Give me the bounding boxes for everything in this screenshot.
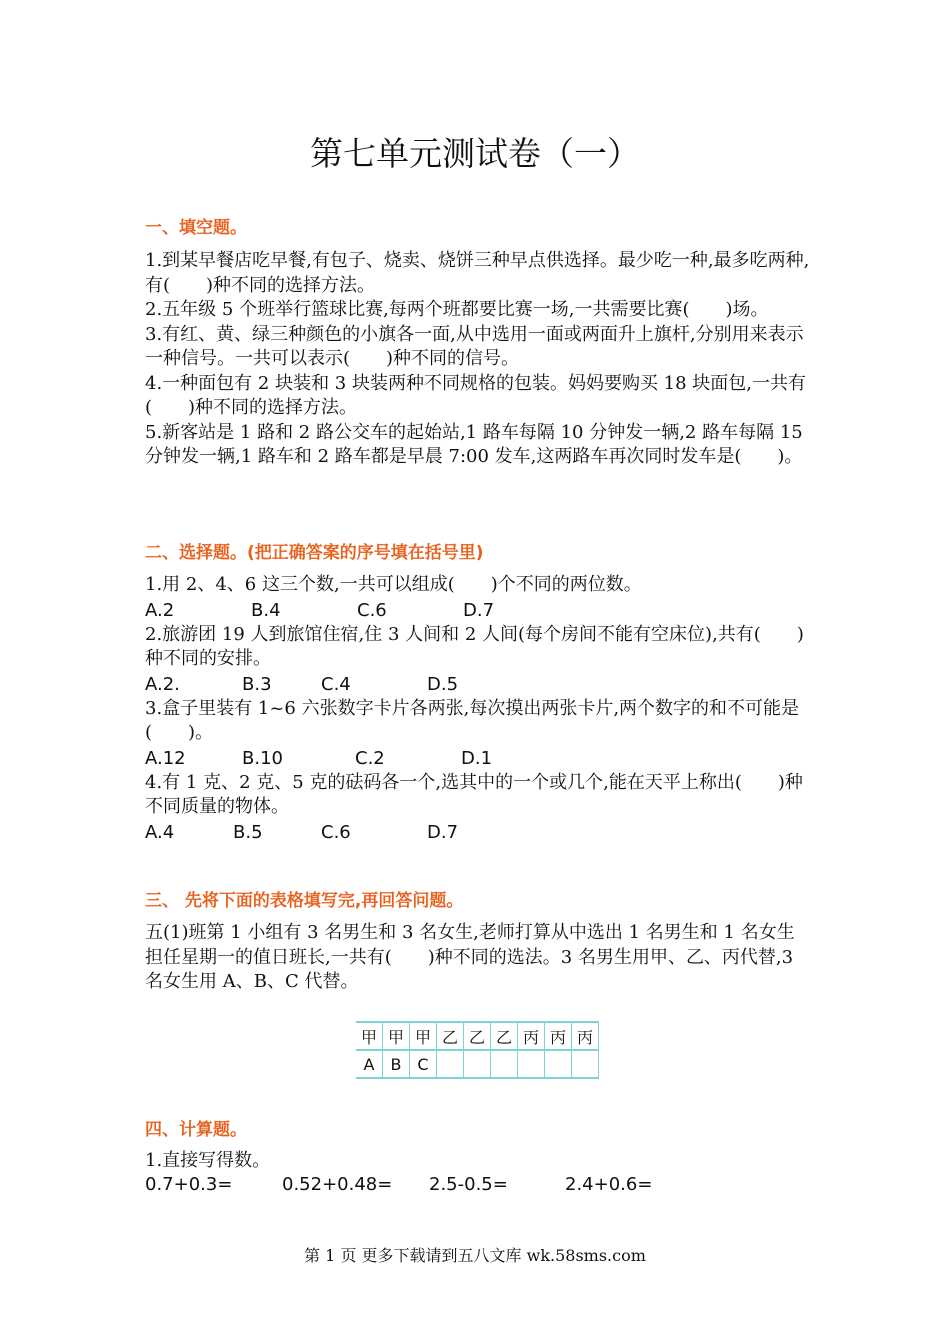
table-row-boys bbox=[356, 1022, 599, 1050]
option: D.7 bbox=[463, 599, 495, 621]
table-cell: C bbox=[410, 1050, 437, 1078]
table-cell: 丙 bbox=[572, 1022, 599, 1050]
table-cell[interactable] bbox=[464, 1050, 491, 1078]
option: C.6 bbox=[357, 599, 387, 621]
table-cell: 丙 bbox=[545, 1022, 572, 1050]
option: B.10 bbox=[242, 747, 283, 769]
page-title: 第七单元测试卷（一） bbox=[310, 134, 640, 173]
pairing-table bbox=[356, 1021, 599, 1079]
option: C.2 bbox=[355, 747, 385, 769]
choice-options bbox=[145, 672, 810, 697]
table-cell: 甲 bbox=[383, 1022, 410, 1050]
section-heading-calc: 四、计算题。 bbox=[145, 1120, 247, 1140]
section-heading-choice: 二、选择题。(把正确答案的序号填在括号里) bbox=[145, 543, 484, 563]
option: D.1 bbox=[461, 747, 493, 769]
option: B.4 bbox=[251, 599, 281, 621]
table-cell[interactable] bbox=[518, 1050, 545, 1078]
table-cell[interactable] bbox=[491, 1050, 518, 1078]
calc-intro-text: 1.直接写得数。 bbox=[145, 1150, 271, 1171]
calc-item: 0.7+0.3= bbox=[145, 1174, 233, 1195]
choice-question: 2.旅游团 19 人到旅馆住宿,住 3 人间和 2 人间(每个房间不能有空床位),共有( )种不同的安排。 bbox=[145, 623, 804, 669]
option: D.7 bbox=[427, 821, 459, 843]
table-cell[interactable] bbox=[437, 1050, 464, 1078]
option: B.5 bbox=[233, 821, 263, 843]
table-cell: 丙 bbox=[518, 1022, 545, 1050]
calc-item: 2.5-0.5= bbox=[429, 1174, 508, 1195]
fill-question: 4.一种面包有 2 块装和 3 块装两种不同规格的包装。妈妈要购买 18 块面包,一共有( )种不同的选择方法。 bbox=[145, 372, 807, 418]
fill-question: 1.到某早餐店吃早餐,有包子、烧卖、烧饼三种早点供选择。最少吃一种,最多吃两种,有( )种不同的选择方法。 bbox=[145, 250, 810, 296]
option: A.4 bbox=[145, 821, 175, 843]
choice-options bbox=[145, 820, 810, 845]
choice-options bbox=[145, 746, 810, 771]
choice-questions bbox=[145, 573, 810, 845]
table-cell: 乙 bbox=[491, 1022, 518, 1050]
option: A.2. bbox=[145, 673, 180, 695]
page-footer: 第 1 页 更多下载请到五八文库 wk.58sms.com bbox=[304, 1246, 646, 1265]
choice-question: 3.盒子里装有 1~6 六张数字卡片各两张,每次摸出两张卡片,两个数字的和不可能是( )。 bbox=[145, 697, 800, 743]
table-cell: 甲 bbox=[356, 1022, 383, 1050]
table-cell[interactable] bbox=[545, 1050, 572, 1078]
table-cell: B bbox=[383, 1050, 410, 1078]
option: C.4 bbox=[321, 673, 351, 695]
choice-question: 4.有 1 克、2 克、5 克的砝码各一个,选其中的一个或几个,能在天平上称出( )种不同质量的物体。 bbox=[145, 771, 803, 817]
table-cell: A bbox=[356, 1050, 383, 1078]
calc-item: 0.52+0.48= bbox=[282, 1174, 393, 1195]
option: D.5 bbox=[427, 673, 459, 695]
section-heading-table: 三、 先将下面的表格填写完,再回答问题。 bbox=[145, 891, 464, 911]
choice-question: 1.用 2、4、6 这三个数,一共可以组成( )个不同的两位数。 bbox=[145, 574, 642, 595]
table-cell: 乙 bbox=[464, 1022, 491, 1050]
fill-question: 5.新客站是 1 路和 2 路公交车的起始站,1 路车每隔 10 分钟发一辆,2 路车每隔 15 分钟发一辆,1 路车和 2 路车都是早晨 7:00 发车,这两路车再次同时发车是( )。 bbox=[145, 421, 803, 467]
option: A.12 bbox=[145, 747, 186, 769]
table-question-text: 五(1)班第 1 小组有 3 名男生和 3 名女生,老师打算从中选出 1 名男生和 1 名女生担任星期一的值日班长,一共有( )种不同的选法。3 名男生用甲、乙、丙代替,3 名女生用 A、B、C 代替。 bbox=[145, 922, 795, 992]
option: C.6 bbox=[321, 821, 351, 843]
choice-options bbox=[145, 598, 810, 623]
option: A.2 bbox=[145, 599, 175, 621]
table-question bbox=[145, 921, 810, 995]
fill-question: 3.有红、黄、绿三种颜色的小旗各一面,从中选用一面或两面升上旗杆,分别用来表示一种信号。一共可以表示( )种不同的信号。 bbox=[145, 323, 804, 369]
section-heading-fill: 一、填空题。 bbox=[145, 218, 247, 238]
table-cell: 乙 bbox=[437, 1022, 464, 1050]
table-cell[interactable] bbox=[572, 1050, 599, 1078]
fill-in-questions bbox=[145, 249, 810, 470]
table-cell: 甲 bbox=[410, 1022, 437, 1050]
calc-intro bbox=[145, 1149, 810, 1174]
fill-question: 2.五年级 5 个班举行篮球比赛,每两个班都要比赛一场,一共需要比赛( )场。 bbox=[145, 299, 769, 320]
option: B.3 bbox=[242, 673, 272, 695]
calc-item: 2.4+0.6= bbox=[565, 1174, 653, 1195]
table-row-girls bbox=[356, 1050, 599, 1078]
